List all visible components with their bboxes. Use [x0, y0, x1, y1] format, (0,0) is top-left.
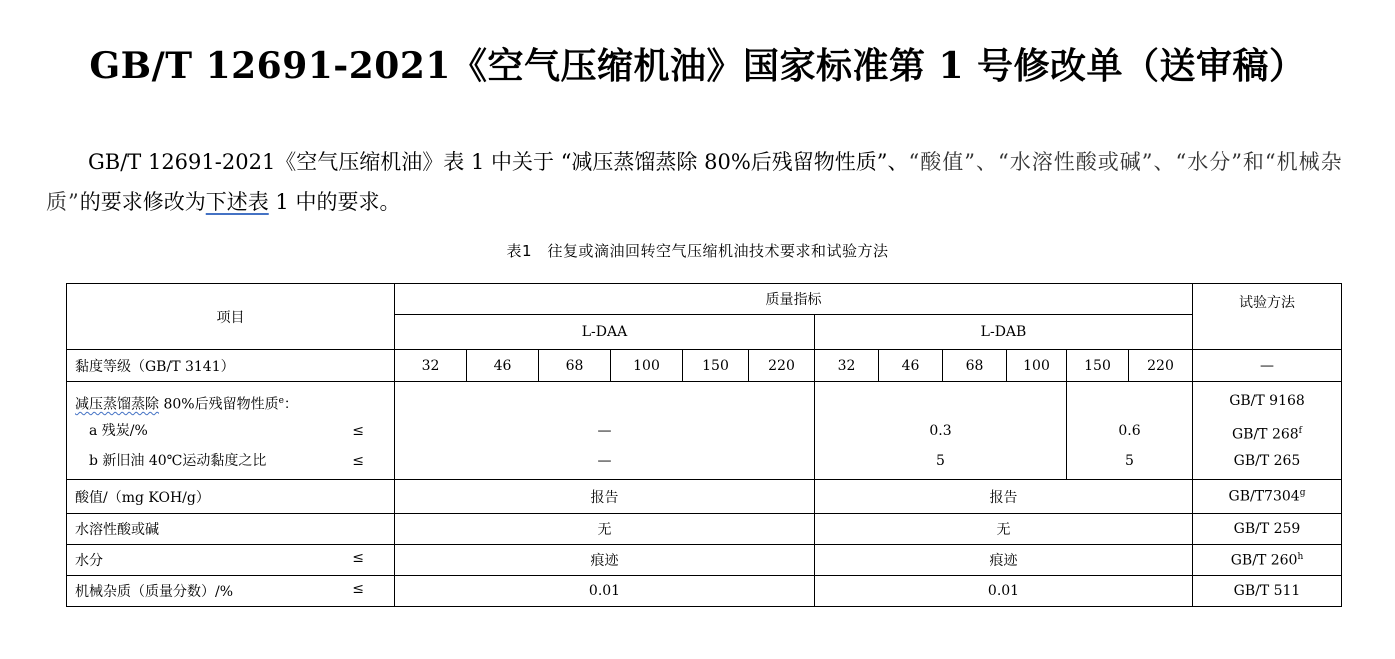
residue-a-row: [75, 416, 394, 446]
header-daa: L-DAA: [395, 315, 815, 350]
acid-daa: 报告: [395, 480, 815, 514]
residue-b-label: b 新旧油 40℃运动黏度之比: [89, 452, 267, 469]
impurity-method: GB/T 511: [1193, 576, 1342, 607]
impurity-daa: 0.01: [395, 576, 815, 607]
water-acid-method: GB/T 259: [1193, 514, 1342, 545]
acid-dab: 报告: [815, 480, 1193, 514]
le-sign: ≤: [352, 550, 364, 566]
water-acid-daa: 无: [395, 514, 815, 545]
paragraph-underlined-text: 下述表: [205, 190, 269, 214]
water-label: [67, 545, 395, 576]
table-caption: 表1 往复或滴油回转空气压缩机油技术要求和试验方法: [506, 242, 889, 260]
acid-row: [67, 480, 1342, 514]
grade-cell: 150: [683, 350, 749, 382]
header-method: 试验方法: [1193, 284, 1342, 350]
header-item: 项目: [67, 284, 395, 350]
residue-method-b: GB/T 265: [1233, 452, 1301, 469]
water-acid-row: [67, 514, 1342, 545]
residue-method-a-sup: f: [1298, 425, 1303, 436]
water-method-sup: h: [1297, 551, 1304, 562]
grade-cell: 100: [611, 350, 683, 382]
water-dab: 痕迹: [815, 545, 1193, 576]
acid-method: [1193, 480, 1342, 514]
grade-cell: 32: [395, 350, 467, 382]
residue-dab-high-b: 5: [1125, 452, 1134, 469]
acid-method-text: GB/T7304: [1228, 488, 1300, 505]
residue-method-head: GB/T 9168: [1229, 392, 1305, 409]
acid-label: 酸值/（mg KOH/g）: [67, 480, 395, 514]
impurity-label-text: 机械杂质（质量分数）/%: [75, 584, 234, 600]
residue-daa: [395, 382, 815, 480]
table-header-row: [67, 284, 1342, 315]
water-row: [67, 545, 1342, 576]
residue-dab-high: [1067, 382, 1193, 480]
residue-row: [67, 382, 1342, 480]
residue-dab-low-a: 0.3: [929, 422, 952, 439]
viscosity-row: [67, 350, 1342, 382]
acid-method-sup: g: [1299, 488, 1306, 499]
residue-daa-a: —: [597, 422, 612, 439]
grade-cell: 220: [749, 350, 815, 382]
residue-label-tail: 80%后残留物性质: [159, 396, 279, 413]
document-title: GB/T 12691-2021《空气压缩机油》国家标准第 1 号修改单（送审稿）: [89, 45, 1306, 87]
residue-b-row: [75, 446, 394, 476]
grade-cell: 68: [539, 350, 611, 382]
grade-cell: 150: [1067, 350, 1129, 382]
paragraph-part2: 的要求修改为: [79, 190, 206, 214]
header-quality: 质量指标: [395, 284, 1193, 315]
water-acid-label: 水溶性酸或碱: [67, 514, 395, 545]
residue-label-head: 减压蒸馏蒸除: [75, 396, 159, 413]
grade-cell: 46: [467, 350, 539, 382]
residue-method-a: GB/T 268: [1231, 426, 1299, 443]
residue-label-sup: e: [278, 395, 284, 406]
header-dab: L-DAB: [815, 315, 1193, 350]
water-daa: 痕迹: [395, 545, 815, 576]
residue-label: [67, 382, 395, 480]
viscosity-method: —: [1193, 350, 1342, 382]
water-method: [1193, 545, 1342, 576]
impurity-label: [67, 576, 395, 607]
residue-method: [1193, 382, 1342, 480]
grade-cell: 46: [879, 350, 943, 382]
residue-label-colon: ：: [283, 396, 298, 413]
impurity-dab: 0.01: [815, 576, 1193, 607]
residue-a-label: a 残炭/%: [89, 422, 148, 439]
grade-cell: 32: [815, 350, 879, 382]
paragraph-quoted-items: “酸值”、“水溶性酸或碱”、“水分”和“机械杂质”: [46, 150, 1343, 214]
grade-cell: 100: [1007, 350, 1067, 382]
residue-dab-high-a: 0.6: [1118, 422, 1141, 439]
residue-dab-low: [815, 382, 1067, 480]
impurity-row: [67, 576, 1342, 607]
residue-dab-low-b: 5: [936, 452, 945, 469]
water-method-text: GB/T 260: [1230, 552, 1298, 569]
grade-cell: 220: [1129, 350, 1193, 382]
water-acid-dab: 无: [815, 514, 1193, 545]
viscosity-label: 黏度等级（GB/T 3141）: [67, 350, 395, 382]
paragraph-part3: 1 中的要求。: [268, 190, 401, 214]
le-sign: ≤: [352, 581, 364, 597]
water-label-text: 水分: [75, 553, 103, 569]
grade-cell: 68: [943, 350, 1007, 382]
le-sign: ≤: [352, 452, 364, 469]
residue-method-a-wrap: [1193, 416, 1341, 446]
le-sign: ≤: [352, 422, 364, 439]
paragraph-part1: GB/T 12691-2021《空气压缩机油》表 1 中关于 “减压蒸馏蒸除 80%后残留物性质”、: [88, 150, 909, 174]
residue-daa-b: —: [597, 452, 612, 469]
residue-heading: [75, 386, 394, 416]
spec-table: [66, 283, 1342, 607]
body-paragraph: [46, 142, 1366, 222]
